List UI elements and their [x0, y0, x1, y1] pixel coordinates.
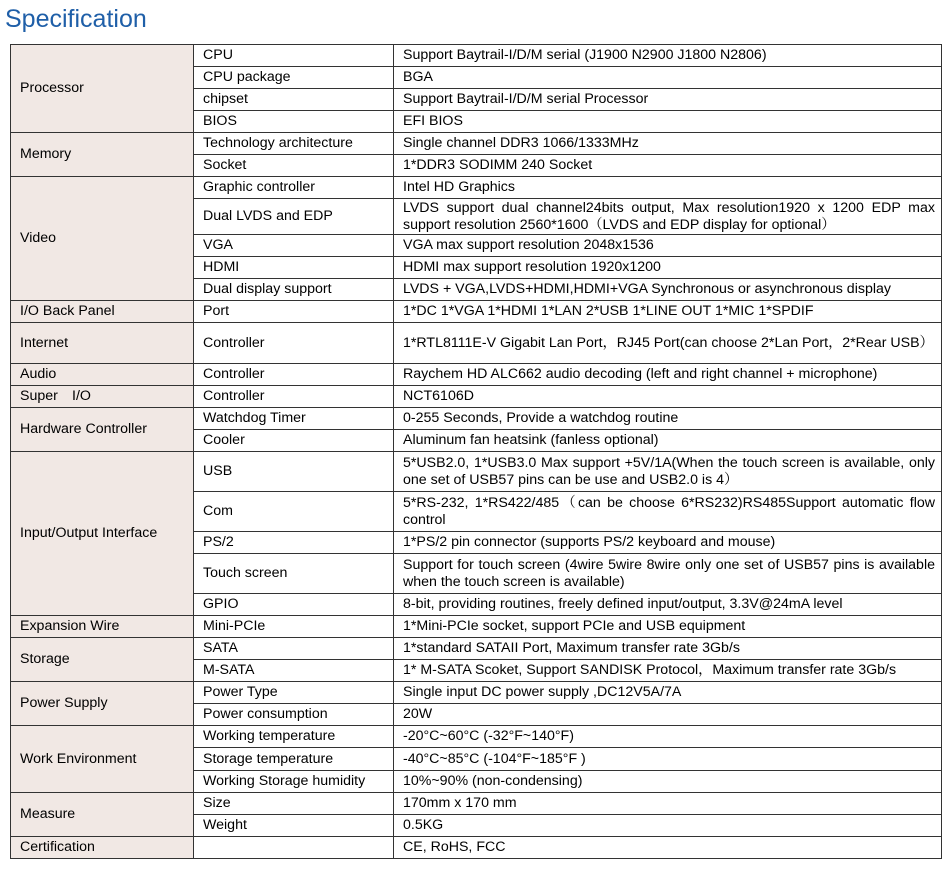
category-cell: Processor	[11, 45, 194, 133]
value-cell: 1*standard SATAII Port, Maximum transfer rate 3Gb/s	[394, 638, 942, 660]
table-row	[11, 133, 942, 155]
table-row	[11, 452, 942, 492]
value-cell: 1*Mini-PCIe socket, support PCIe and USB equipment	[394, 616, 942, 638]
table-row	[11, 301, 942, 323]
item-cell: Weight	[194, 815, 394, 837]
value-cell: VGA max support resolution 2048x1536	[394, 235, 942, 257]
table-row	[11, 793, 942, 815]
item-cell: Storage temperature	[194, 748, 394, 771]
value-cell: Support for touch screen (4wire 5wire 8wire only one set of USB57 pins is available when the touch screen is available)	[394, 554, 942, 594]
item-cell: Power Type	[194, 682, 394, 704]
item-cell: USB	[194, 452, 394, 492]
category-cell: Audio	[11, 364, 194, 386]
item-cell: M-SATA	[194, 660, 394, 682]
value-cell: 1*DC 1*VGA 1*HDMI 1*LAN 2*USB 1*LINE OUT 1*MIC 1*SPDIF	[394, 301, 942, 323]
value-cell: 1*DDR3 SODIMM 240 Socket	[394, 155, 942, 177]
item-cell: Working temperature	[194, 726, 394, 748]
category-cell: Work Environment	[11, 726, 194, 793]
item-cell: Working Storage humidity	[194, 771, 394, 793]
table-row	[11, 837, 942, 859]
item-cell: chipset	[194, 89, 394, 111]
item-cell: Graphic controller	[194, 177, 394, 199]
item-cell: PS/2	[194, 532, 394, 554]
value-cell: Raychem HD ALC662 audio decoding (left and right channel + microphone)	[394, 364, 942, 386]
item-cell: Socket	[194, 155, 394, 177]
item-cell: Dual display support	[194, 279, 394, 301]
category-cell: Power Supply	[11, 682, 194, 726]
value-cell: Single input DC power supply ,DC12V5A/7A	[394, 682, 942, 704]
value-cell: CE, RoHS, FCC	[394, 837, 942, 859]
page-title: Specification	[5, 5, 147, 33]
value-cell: 5*RS-232, 1*RS422/485（can be choose 6*RS232)RS485Support automatic flow control	[394, 492, 942, 532]
category-cell: Memory	[11, 133, 194, 177]
value-cell: Aluminum fan heatsink (fanless optional)	[394, 430, 942, 452]
table-row	[11, 408, 942, 430]
value-cell: 20W	[394, 704, 942, 726]
item-cell: Dual LVDS and EDP	[194, 199, 394, 235]
category-cell: Hardware Controller	[11, 408, 194, 452]
item-cell: Watchdog Timer	[194, 408, 394, 430]
value-cell: Intel HD Graphics	[394, 177, 942, 199]
table-row	[11, 177, 942, 199]
category-cell: Super I/O	[11, 386, 194, 408]
item-cell: VGA	[194, 235, 394, 257]
value-cell: 0-255 Seconds, Provide a watchdog routine	[394, 408, 942, 430]
value-cell: -40°C~85°C (-104°F~185°F )	[394, 748, 942, 771]
value-cell: LVDS support dual channel24bits output, Max resolution1920 x 1200 EDP max support resolution 2560*1600（LVDS and EDP display for optional）	[394, 199, 942, 235]
value-cell: 170mm x 170 mm	[394, 793, 942, 815]
value-cell: NCT6106D	[394, 386, 942, 408]
table-row	[11, 45, 942, 67]
item-cell: Controller	[194, 364, 394, 386]
category-cell: Expansion Wire	[11, 616, 194, 638]
value-cell: Support Baytrail-I/D/M serial Processor	[394, 89, 942, 111]
value-cell: HDMI max support resolution 1920x1200	[394, 257, 942, 279]
table-row	[11, 638, 942, 660]
value-cell: 5*USB2.0, 1*USB3.0 Max support +5V/1A(When the touch screen is available, only one set of USB57 pins can be use and USB2.0 is 4）	[394, 452, 942, 492]
table-row	[11, 682, 942, 704]
item-cell: BIOS	[194, 111, 394, 133]
item-cell: Com	[194, 492, 394, 532]
value-cell: -20°C~60°C (-32°F~140°F)	[394, 726, 942, 748]
item-cell: Port	[194, 301, 394, 323]
value-cell: BGA	[394, 67, 942, 89]
value-cell: 0.5KG	[394, 815, 942, 837]
value-cell: 1* M-SATA Scoket, Support SANDISK Protocol，Maximum transfer rate 3Gb/s	[394, 660, 942, 682]
category-cell: Video	[11, 177, 194, 301]
item-cell: Cooler	[194, 430, 394, 452]
item-cell: Controller	[194, 323, 394, 364]
item-cell: Power consumption	[194, 704, 394, 726]
item-cell: Technology architecture	[194, 133, 394, 155]
value-cell: 8-bit, providing routines, freely defined input/output, 3.3V@24mA level	[394, 594, 942, 616]
category-cell: Measure	[11, 793, 194, 837]
table-row	[11, 616, 942, 638]
item-cell: GPIO	[194, 594, 394, 616]
category-cell: Input/Output Interface	[11, 452, 194, 616]
value-cell: Support Baytrail-I/D/M serial (J1900 N2900 J1800 N2806)	[394, 45, 942, 67]
category-cell: I/O Back Panel	[11, 301, 194, 323]
table-row	[11, 386, 942, 408]
value-cell: Single channel DDR3 1066/1333MHz	[394, 133, 942, 155]
value-cell: EFI BIOS	[394, 111, 942, 133]
spec-table	[10, 44, 942, 859]
category-cell: Storage	[11, 638, 194, 682]
category-cell: Internet	[11, 323, 194, 364]
category-cell: Certification	[11, 837, 194, 859]
value-cell: LVDS + VGA,LVDS+HDMI,HDMI+VGA Synchronous or asynchronous display	[394, 279, 942, 301]
table-row	[11, 323, 942, 364]
value-cell: 1*RTL8111E-V Gigabit Lan Port，RJ45 Port(can choose 2*Lan Port，2*Rear USB）	[394, 323, 942, 364]
item-cell: Controller	[194, 386, 394, 408]
item-cell: CPU package	[194, 67, 394, 89]
item-cell: Size	[194, 793, 394, 815]
value-cell: 1*PS/2 pin connector (supports PS/2 keyboard and mouse)	[394, 532, 942, 554]
table-row	[11, 364, 942, 386]
item-cell: HDMI	[194, 257, 394, 279]
item-cell: Mini-PCIe	[194, 616, 394, 638]
item-cell	[194, 837, 394, 859]
item-cell: CPU	[194, 45, 394, 67]
item-cell: Touch screen	[194, 554, 394, 594]
value-cell: 10%~90% (non-condensing)	[394, 771, 942, 793]
table-row	[11, 726, 942, 748]
item-cell: SATA	[194, 638, 394, 660]
